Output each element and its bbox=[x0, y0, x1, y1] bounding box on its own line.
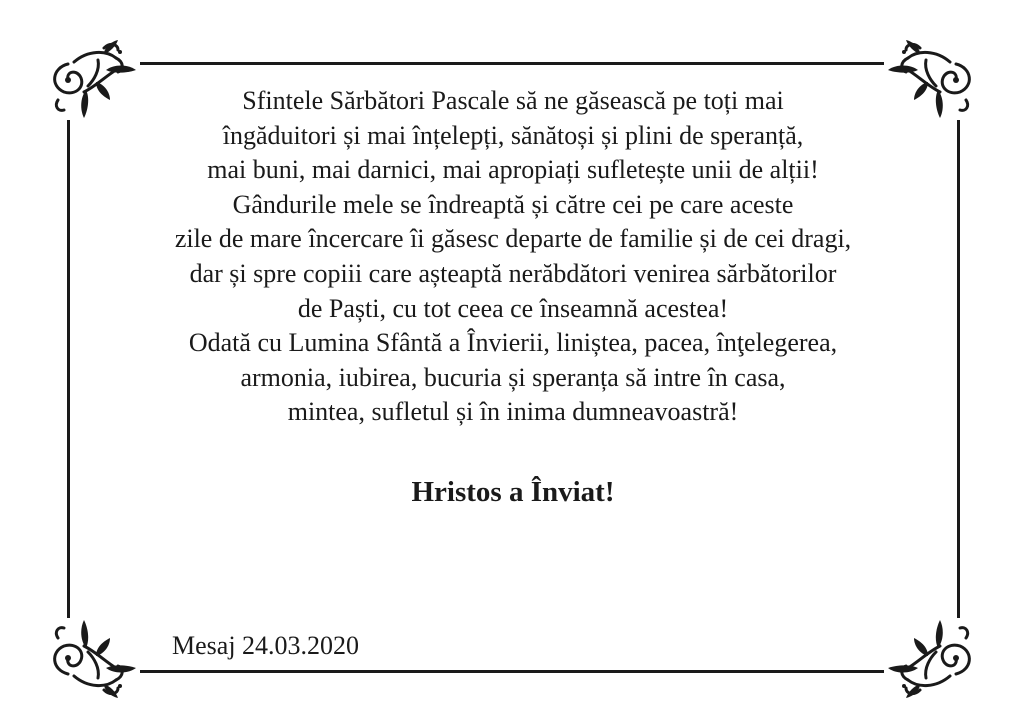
message-line: armonia, iubirea, bucuria și speranța să intre în casa, bbox=[240, 362, 786, 392]
corner-flourish-bottom-left-icon bbox=[44, 618, 140, 698]
message-line: de Paști, cu tot ceea ce înseamnă acestea! bbox=[297, 293, 729, 323]
easter-greeting: Hristos a Înviat! bbox=[411, 476, 615, 508]
message-line: Sfintele Sărbători Pascale să ne găsească pe toți mai bbox=[242, 86, 784, 115]
message-line: îngăduitori și mai înțelepți, sănătoși și plini de speranță, bbox=[222, 120, 804, 150]
message-line: zile de mare încercare îi găsesc departe de familie și de cei dragi, bbox=[174, 224, 852, 254]
message-body bbox=[90, 84, 936, 430]
corner-flourish-bottom-right-icon bbox=[884, 618, 980, 698]
message-line: mintea, sufletul și în inima dumneavoastră! bbox=[287, 397, 739, 427]
message-date: Mesaj 24.03.2020 bbox=[172, 631, 360, 660]
message-line: Odată cu Lumina Sfântă a Învierii, liniștea, pacea, înţelegerea, bbox=[188, 328, 838, 358]
message-line: Gândurile mele se îndreaptă și către cei pe care aceste bbox=[232, 189, 794, 219]
message-line: mai buni, mai darnici, mai apropiați sufletește unii de alții! bbox=[207, 155, 819, 185]
message-line: dar și spre copiii care așteaptă nerăbdători venirea sărbătorilor bbox=[189, 258, 837, 288]
